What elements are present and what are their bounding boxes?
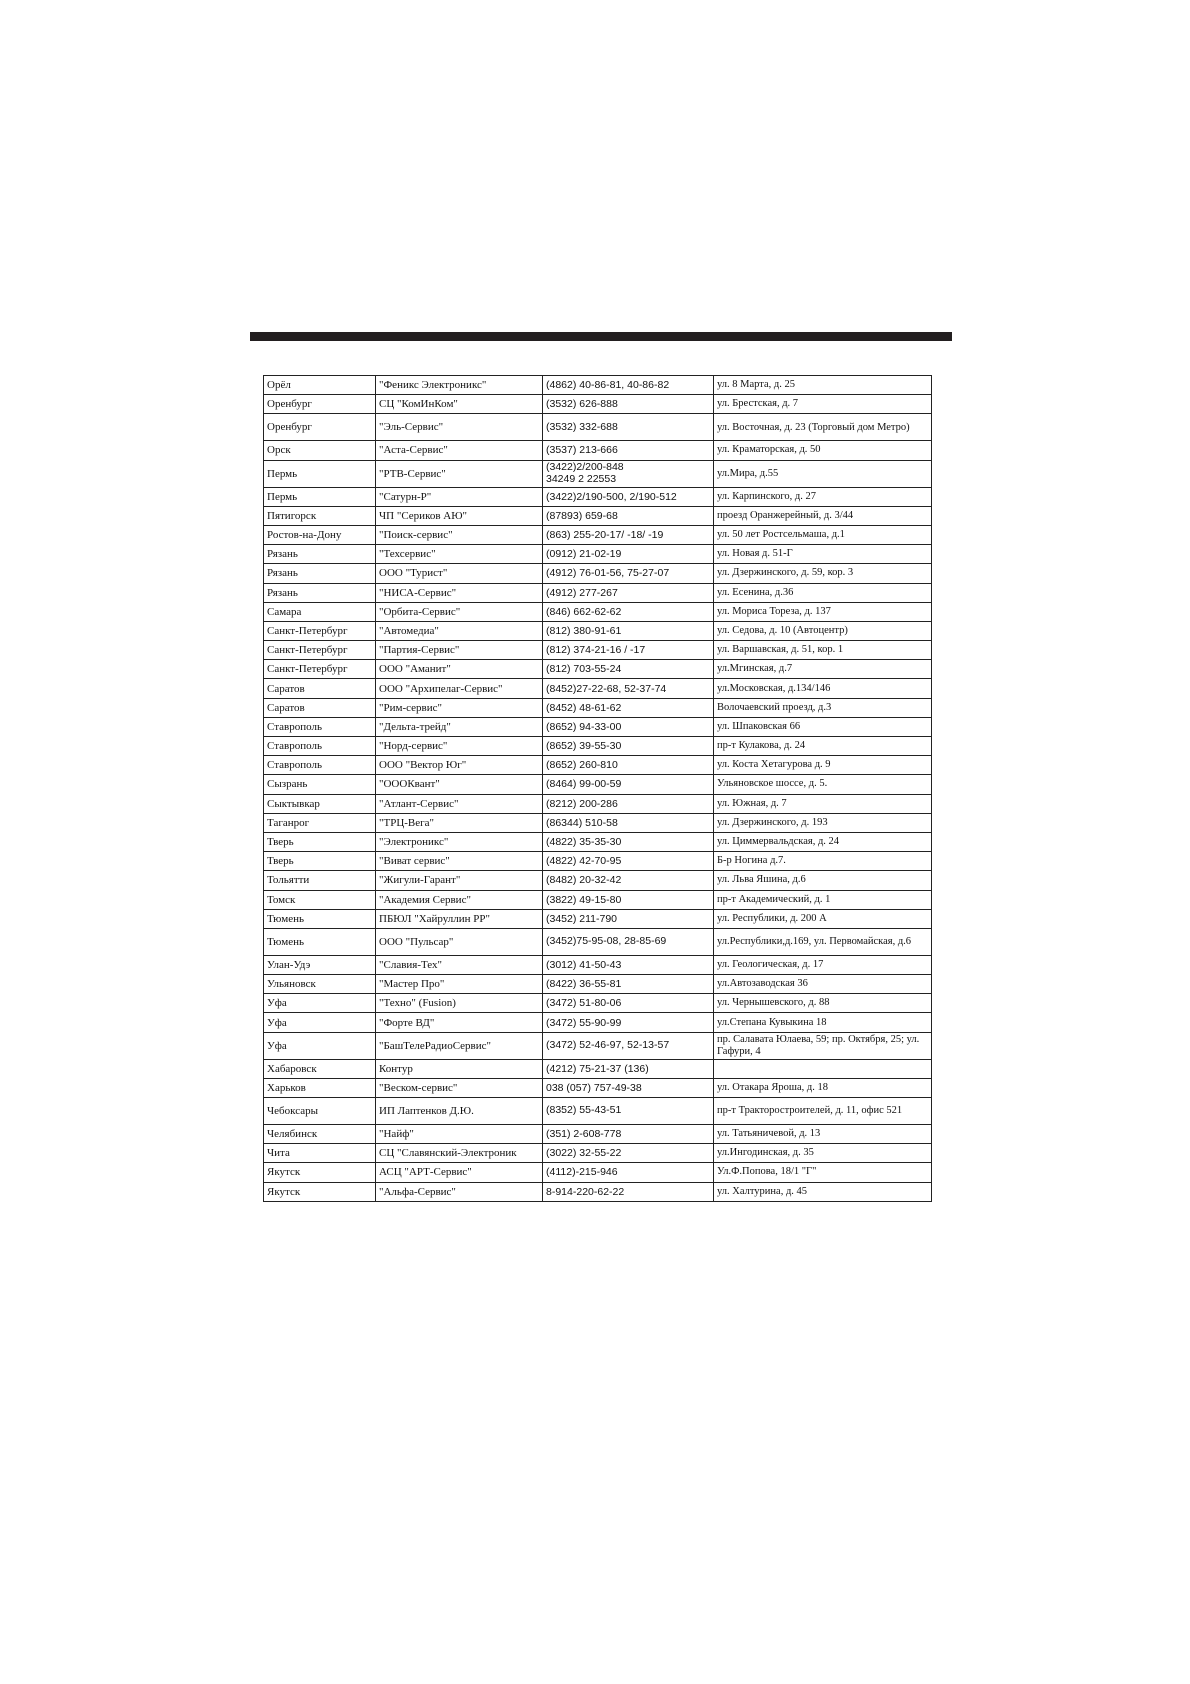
table-row — [264, 641, 932, 660]
table-row — [264, 1078, 932, 1097]
table-row — [264, 1182, 932, 1201]
city-cell: Уфа — [264, 1032, 376, 1059]
city-cell: Санкт-Петербург — [264, 641, 376, 660]
city-cell: Уфа — [264, 994, 376, 1013]
service-name-cell: СЦ "КомИнКом" — [376, 395, 543, 414]
phone-cell: (3022) 32-55-22 — [543, 1144, 714, 1163]
phone-cell: (8482) 20-32-42 — [543, 871, 714, 890]
address-cell: ул.Автозаводская 36 — [714, 975, 932, 994]
phone-cell: (3422)2/200-848 34249 2 22553 — [543, 460, 714, 487]
city-cell: Тюмень — [264, 928, 376, 955]
table-row — [264, 852, 932, 871]
service-name-cell: "ТРЦ-Вега" — [376, 813, 543, 832]
phone-cell: (3472) 52-46-97, 52-13-57 — [543, 1032, 714, 1059]
service-name-cell: СЦ "Славянский-Электроник — [376, 1144, 543, 1163]
table-row — [264, 813, 932, 832]
service-name-cell: ИП Лаптенков Д.Ю. — [376, 1098, 543, 1125]
table-row — [264, 1098, 932, 1125]
address-cell: ул. Мориса Тореза, д. 137 — [714, 602, 932, 621]
address-cell: ул. Республики, д. 200 А — [714, 909, 932, 928]
table-row — [264, 1032, 932, 1059]
service-name-cell: "Поиск-сервис" — [376, 525, 543, 544]
table-row — [264, 928, 932, 955]
service-name-cell: "РТВ-Сервис" — [376, 460, 543, 487]
table-row — [264, 525, 932, 544]
service-name-cell: ООО "Турист" — [376, 564, 543, 583]
phone-cell: (3452)75-95-08, 28-85-69 — [543, 928, 714, 955]
table-row — [264, 414, 932, 441]
service-name-cell: "БашТелеРадиоСервис" — [376, 1032, 543, 1059]
city-cell: Таганрог — [264, 813, 376, 832]
city-cell: Орёл — [264, 376, 376, 395]
address-cell: ул. Дзержинского, д. 193 — [714, 813, 932, 832]
table-row — [264, 621, 932, 640]
phone-cell: (0912) 21-02-19 — [543, 545, 714, 564]
phone-cell: (3532) 332-688 — [543, 414, 714, 441]
service-name-cell: "Найф" — [376, 1125, 543, 1144]
service-name-cell: "Автомедиа" — [376, 621, 543, 640]
address-cell: Ул.Ф.Попова, 18/1 "Г" — [714, 1163, 932, 1182]
city-cell: Уфа — [264, 1013, 376, 1032]
service-name-cell: "Аста-Сервис" — [376, 441, 543, 460]
table-row — [264, 395, 932, 414]
table-row — [264, 487, 932, 506]
table-row — [264, 756, 932, 775]
phone-cell: (4822) 42-70-95 — [543, 852, 714, 871]
city-cell: Санкт-Петербург — [264, 621, 376, 640]
service-name-cell: "Альфа-Сервис" — [376, 1182, 543, 1201]
phone-cell: (4212) 75-21-37 (136) — [543, 1059, 714, 1078]
city-cell: Рязань — [264, 583, 376, 602]
table-row — [264, 1059, 932, 1078]
service-name-cell: "Форте ВД" — [376, 1013, 543, 1032]
address-cell: Ульяновское шоссе, д. 5. — [714, 775, 932, 794]
city-cell: Санкт-Петербург — [264, 660, 376, 679]
city-cell: Чебоксары — [264, 1098, 376, 1125]
city-cell: Сыктывкар — [264, 794, 376, 813]
city-cell: Тверь — [264, 852, 376, 871]
phone-cell: (8652) 94-33-00 — [543, 717, 714, 736]
phone-cell: 038 (057) 757-49-38 — [543, 1078, 714, 1097]
phone-cell: (4912) 277-267 — [543, 583, 714, 602]
city-cell: Тверь — [264, 832, 376, 851]
city-cell: Ставрополь — [264, 717, 376, 736]
address-cell: ул. Седова, д. 10 (Автоцентр) — [714, 621, 932, 640]
city-cell: Чита — [264, 1144, 376, 1163]
phone-cell: (8212) 200-286 — [543, 794, 714, 813]
city-cell: Пермь — [264, 487, 376, 506]
table-row — [264, 583, 932, 602]
table-row — [264, 679, 932, 698]
phone-cell: (8464) 99-00-59 — [543, 775, 714, 794]
address-cell: ул. 8 Марта, д. 25 — [714, 376, 932, 395]
table-row — [264, 564, 932, 583]
address-cell: Волочаевский проезд, д.3 — [714, 698, 932, 717]
city-cell: Пятигорск — [264, 506, 376, 525]
address-cell: ул. Халтурина, д. 45 — [714, 1182, 932, 1201]
address-cell: ул. Отакара Яроша, д. 18 — [714, 1078, 932, 1097]
service-name-cell: ООО "Аманит" — [376, 660, 543, 679]
table-row — [264, 975, 932, 994]
phone-cell: (3472) 55-90-99 — [543, 1013, 714, 1032]
table-row — [264, 506, 932, 525]
service-name-cell: "Орбита-Сервис" — [376, 602, 543, 621]
phone-cell: (812) 374-21-16 / -17 — [543, 641, 714, 660]
table-row — [264, 832, 932, 851]
city-cell: Орск — [264, 441, 376, 460]
table-row — [264, 955, 932, 974]
city-cell: Рязань — [264, 545, 376, 564]
service-name-cell: "Норд-сервис" — [376, 737, 543, 756]
phone-cell: (846) 662-62-62 — [543, 602, 714, 621]
city-cell: Томск — [264, 890, 376, 909]
address-cell: ул.Московская, д.134/146 — [714, 679, 932, 698]
city-cell: Оренбург — [264, 395, 376, 414]
address-cell: ул.Мгинская, д.7 — [714, 660, 932, 679]
phone-cell: (863) 255-20-17/ -18/ -19 — [543, 525, 714, 544]
service-name-cell: "Рим-сервис" — [376, 698, 543, 717]
address-cell: ул. Чернышевского, д. 88 — [714, 994, 932, 1013]
address-cell: ул. Новая д. 51-Г — [714, 545, 932, 564]
table-row — [264, 698, 932, 717]
address-cell: пр. Салавата Юлаева, 59; пр. Октября, 25; ул. Гафури, 4 — [714, 1032, 932, 1059]
service-name-cell: "Эль-Сервис" — [376, 414, 543, 441]
phone-cell: (8422) 36-55-81 — [543, 975, 714, 994]
address-cell: ул. Есенина, д.36 — [714, 583, 932, 602]
service-name-cell: "Академия Сервис" — [376, 890, 543, 909]
table-row — [264, 545, 932, 564]
address-cell: ул. Варшавская, д. 51, кор. 1 — [714, 641, 932, 660]
phone-cell: (4822) 35-35-30 — [543, 832, 714, 851]
address-cell: проезд Оранжерейный, д. 3/44 — [714, 506, 932, 525]
service-name-cell: "Техно" (Fusion) — [376, 994, 543, 1013]
city-cell: Якутск — [264, 1182, 376, 1201]
address-cell: ул. Коста Хетагурова д. 9 — [714, 756, 932, 775]
address-cell: ул.Мира, д.55 — [714, 460, 932, 487]
service-name-cell: "Электроникс" — [376, 832, 543, 851]
phone-cell: (86344) 510-58 — [543, 813, 714, 832]
table-row — [264, 441, 932, 460]
address-cell: ул. Циммервальдская, д. 24 — [714, 832, 932, 851]
phone-cell: (4862) 40-86-81, 40-86-82 — [543, 376, 714, 395]
city-cell: Сызрань — [264, 775, 376, 794]
phone-cell: (4112)-215-946 — [543, 1163, 714, 1182]
address-cell: пр-т Кулакова, д. 24 — [714, 737, 932, 756]
table-row — [264, 717, 932, 736]
service-name-cell: "Сатурн-Р" — [376, 487, 543, 506]
service-name-cell: "Дельта-трейд" — [376, 717, 543, 736]
table-row — [264, 1163, 932, 1182]
address-cell: ул.Степана Кувыкина 18 — [714, 1013, 932, 1032]
table-row — [264, 1125, 932, 1144]
table-row — [264, 1144, 932, 1163]
address-cell: ул.Ингодинская, д. 35 — [714, 1144, 932, 1163]
city-cell: Ставрополь — [264, 737, 376, 756]
address-cell: ул. Восточная, д. 23 (Торговый дом Метро) — [714, 414, 932, 441]
phone-cell: 8-914-220-62-22 — [543, 1182, 714, 1201]
phone-cell: (3537) 213-666 — [543, 441, 714, 460]
address-cell: ул. Брестская, д. 7 — [714, 395, 932, 414]
address-cell: Б-р Ногина д.7. — [714, 852, 932, 871]
service-name-cell: "Веском-сервис" — [376, 1078, 543, 1097]
service-name-cell: "Атлант-Сервис" — [376, 794, 543, 813]
service-name-cell: "Виват сервис" — [376, 852, 543, 871]
phone-cell: (3012) 41-50-43 — [543, 955, 714, 974]
address-cell: ул. Дзержинского, д. 59, кор. 3 — [714, 564, 932, 583]
phone-cell: (812) 703-55-24 — [543, 660, 714, 679]
service-name-cell: "Техсервис" — [376, 545, 543, 564]
city-cell: Тюмень — [264, 909, 376, 928]
phone-cell: (8352) 55-43-51 — [543, 1098, 714, 1125]
city-cell: Хабаровск — [264, 1059, 376, 1078]
phone-cell: (3452) 211-790 — [543, 909, 714, 928]
table-row — [264, 909, 932, 928]
city-cell: Саратов — [264, 679, 376, 698]
table-row — [264, 737, 932, 756]
table-row — [264, 460, 932, 487]
phone-cell: (812) 380-91-61 — [543, 621, 714, 640]
city-cell: Ульяновск — [264, 975, 376, 994]
address-cell: ул. Карпинского, д. 27 — [714, 487, 932, 506]
city-cell: Ростов-на-Дону — [264, 525, 376, 544]
city-cell: Саратов — [264, 698, 376, 717]
city-cell: Улан-Удэ — [264, 955, 376, 974]
phone-cell: (3422)2/190-500, 2/190-512 — [543, 487, 714, 506]
table-body — [264, 376, 932, 1202]
service-name-cell: "Славия-Тех" — [376, 955, 543, 974]
service-name-cell: Контур — [376, 1059, 543, 1078]
address-cell: ул. Южная, д. 7 — [714, 794, 932, 813]
service-center-table — [263, 375, 932, 1202]
service-name-cell: "Феникс Электроникс" — [376, 376, 543, 395]
phone-cell: (3822) 49-15-80 — [543, 890, 714, 909]
table-row — [264, 794, 932, 813]
city-cell: Самара — [264, 602, 376, 621]
phone-cell: (8452) 48-61-62 — [543, 698, 714, 717]
service-name-cell: "Партия-Сервис" — [376, 641, 543, 660]
address-cell: ул. Геологическая, д. 17 — [714, 955, 932, 974]
table-row — [264, 890, 932, 909]
city-cell: Ставрополь — [264, 756, 376, 775]
service-name-cell: "ОООКвант" — [376, 775, 543, 794]
city-cell: Оренбург — [264, 414, 376, 441]
phone-cell: (87893) 659-68 — [543, 506, 714, 525]
service-name-cell: ООО "Вектор Юг" — [376, 756, 543, 775]
city-cell: Рязань — [264, 564, 376, 583]
address-cell: ул. 50 лет Ростсельмаша, д.1 — [714, 525, 932, 544]
table-row — [264, 775, 932, 794]
address-cell: ул.Республики,д.169, ул. Первомайская, д.6 — [714, 928, 932, 955]
table-row — [264, 871, 932, 890]
service-name-cell: ООО "Пульсар" — [376, 928, 543, 955]
address-cell: пр-т Тракторостроителей, д. 11, офис 521 — [714, 1098, 932, 1125]
address-cell — [714, 1059, 932, 1078]
table-row — [264, 660, 932, 679]
header-rule — [250, 332, 952, 341]
service-name-cell: "НИСА-Сервис" — [376, 583, 543, 602]
city-cell: Пермь — [264, 460, 376, 487]
table-row — [264, 602, 932, 621]
address-cell: пр-т Академический, д. 1 — [714, 890, 932, 909]
address-cell: ул. Татьяничевой, д. 13 — [714, 1125, 932, 1144]
city-cell: Харьков — [264, 1078, 376, 1097]
service-name-cell: "Жигули-Гарант" — [376, 871, 543, 890]
address-cell: ул. Льва Яшина, д.6 — [714, 871, 932, 890]
city-cell: Челябинск — [264, 1125, 376, 1144]
address-cell: ул. Шпаковская 66 — [714, 717, 932, 736]
phone-cell: (351) 2-608-778 — [543, 1125, 714, 1144]
address-cell: ул. Краматорская, д. 50 — [714, 441, 932, 460]
phone-cell: (4912) 76-01-56, 75-27-07 — [543, 564, 714, 583]
phone-cell: (8452)27-22-68, 52-37-74 — [543, 679, 714, 698]
table-row — [264, 1013, 932, 1032]
service-name-cell: ЧП "Сериков АЮ" — [376, 506, 543, 525]
table-row — [264, 376, 932, 395]
table-row — [264, 994, 932, 1013]
city-cell: Якутск — [264, 1163, 376, 1182]
service-name-cell: АСЦ "АРТ-Сервис" — [376, 1163, 543, 1182]
service-name-cell: ПБЮЛ "Хайруллин РР" — [376, 909, 543, 928]
phone-cell: (8652) 260-810 — [543, 756, 714, 775]
city-cell: Тольятти — [264, 871, 376, 890]
service-name-cell: "Мастер Про" — [376, 975, 543, 994]
service-name-cell: ООО "Архипелаг-Сервис" — [376, 679, 543, 698]
phone-cell: (3532) 626-888 — [543, 395, 714, 414]
phone-cell: (8652) 39-55-30 — [543, 737, 714, 756]
phone-cell: (3472) 51-80-06 — [543, 994, 714, 1013]
